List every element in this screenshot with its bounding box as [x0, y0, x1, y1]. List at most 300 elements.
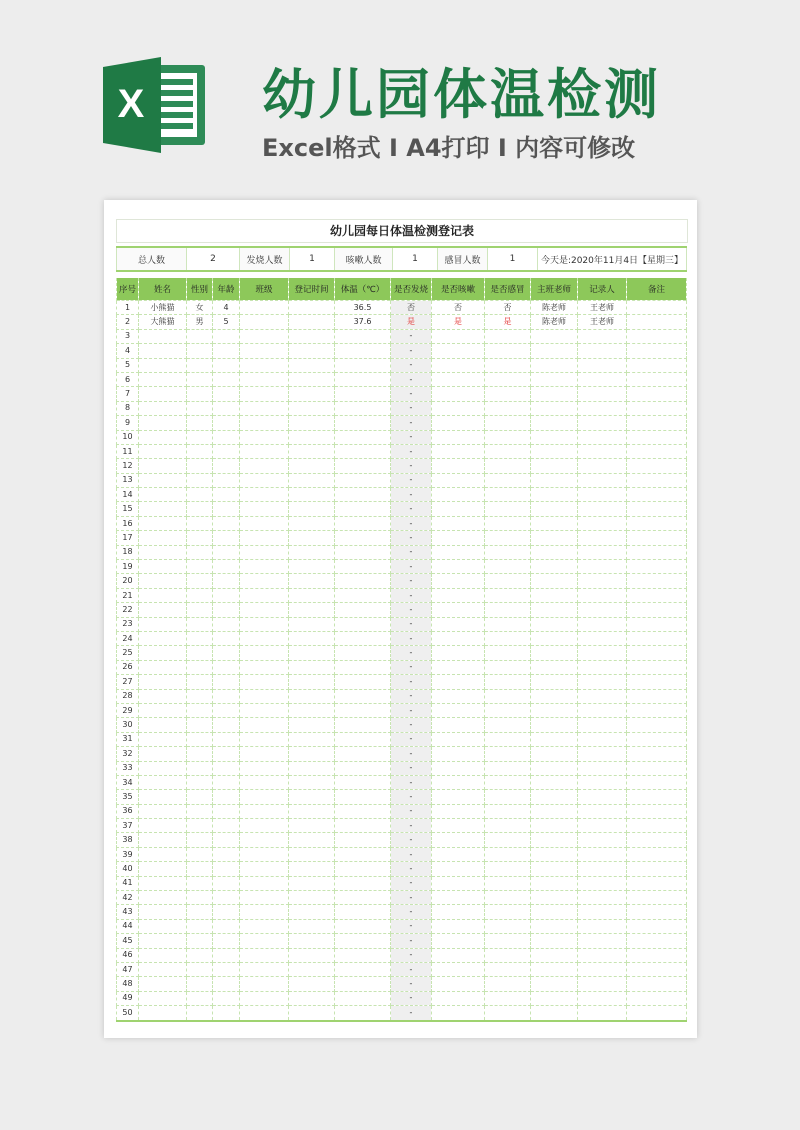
- cell-age[interactable]: [213, 416, 240, 430]
- cell-note[interactable]: [627, 344, 687, 358]
- cell-name[interactable]: [139, 401, 187, 415]
- cell-no[interactable]: 24: [117, 631, 139, 645]
- cell-gender[interactable]: [187, 977, 213, 991]
- cell-name[interactable]: [139, 977, 187, 991]
- column-header[interactable]: 是否发烧: [391, 278, 432, 301]
- cell-teacher[interactable]: [531, 919, 578, 933]
- cell-time[interactable]: [289, 747, 335, 761]
- cell-age[interactable]: [213, 372, 240, 386]
- cell-note[interactable]: [627, 991, 687, 1005]
- cell-cough[interactable]: [432, 833, 485, 847]
- cell-name[interactable]: [139, 416, 187, 430]
- cell-fever[interactable]: -: [391, 905, 432, 919]
- cell-note[interactable]: [627, 833, 687, 847]
- cell-recorder[interactable]: [578, 891, 627, 905]
- cell-cough[interactable]: 否: [432, 301, 485, 315]
- cell-cough[interactable]: [432, 430, 485, 444]
- cell-note[interactable]: [627, 459, 687, 473]
- cell-class[interactable]: [240, 603, 289, 617]
- cell-cold[interactable]: [485, 660, 531, 674]
- cell-cold[interactable]: [485, 560, 531, 574]
- cell-teacher[interactable]: [531, 387, 578, 401]
- cell-no[interactable]: 13: [117, 473, 139, 487]
- cell-recorder[interactable]: [578, 732, 627, 746]
- cell-gender[interactable]: 男: [187, 315, 213, 329]
- column-header[interactable]: 记录人: [578, 278, 627, 301]
- cell-fever[interactable]: -: [391, 488, 432, 502]
- cell-fever[interactable]: -: [391, 631, 432, 645]
- cell-cough[interactable]: [432, 718, 485, 732]
- cell-name[interactable]: [139, 804, 187, 818]
- cell-name[interactable]: [139, 891, 187, 905]
- cell-fever[interactable]: -: [391, 358, 432, 372]
- cell-name[interactable]: [139, 934, 187, 948]
- cell-time[interactable]: [289, 833, 335, 847]
- cell-name[interactable]: [139, 962, 187, 976]
- cell-age[interactable]: [213, 790, 240, 804]
- cell-temp[interactable]: [335, 459, 391, 473]
- cell-cold[interactable]: [485, 444, 531, 458]
- cell-age[interactable]: [213, 560, 240, 574]
- cell-cold[interactable]: [485, 991, 531, 1005]
- cell-temp[interactable]: [335, 804, 391, 818]
- cell-fever[interactable]: -: [391, 459, 432, 473]
- cell-recorder[interactable]: [578, 804, 627, 818]
- cell-cough[interactable]: [432, 905, 485, 919]
- cell-cold[interactable]: [485, 430, 531, 444]
- cell-recorder[interactable]: [578, 948, 627, 962]
- cell-fever[interactable]: -: [391, 876, 432, 890]
- cell-name[interactable]: [139, 819, 187, 833]
- cell-fever[interactable]: -: [391, 531, 432, 545]
- cell-cold[interactable]: [485, 459, 531, 473]
- cell-temp[interactable]: [335, 761, 391, 775]
- cell-time[interactable]: [289, 905, 335, 919]
- cell-class[interactable]: [240, 876, 289, 890]
- cell-time[interactable]: [289, 459, 335, 473]
- cell-temp[interactable]: [335, 819, 391, 833]
- cell-class[interactable]: [240, 718, 289, 732]
- cell-teacher[interactable]: [531, 502, 578, 516]
- cell-fever[interactable]: -: [391, 862, 432, 876]
- cell-name[interactable]: [139, 603, 187, 617]
- cell-temp[interactable]: [335, 833, 391, 847]
- cell-teacher[interactable]: [531, 847, 578, 861]
- cell-time[interactable]: [289, 473, 335, 487]
- cell-temp[interactable]: [335, 962, 391, 976]
- cell-note[interactable]: [627, 775, 687, 789]
- cell-cold[interactable]: [485, 401, 531, 415]
- cell-class[interactable]: [240, 804, 289, 818]
- cell-name[interactable]: 小熊猫: [139, 301, 187, 315]
- cell-recorder[interactable]: [578, 718, 627, 732]
- cell-fever[interactable]: -: [391, 747, 432, 761]
- cell-cold[interactable]: [485, 675, 531, 689]
- cell-temp[interactable]: [335, 488, 391, 502]
- cell-cold[interactable]: [485, 732, 531, 746]
- cell-class[interactable]: [240, 905, 289, 919]
- cell-cold[interactable]: [485, 358, 531, 372]
- cell-no[interactable]: 26: [117, 660, 139, 674]
- cell-gender[interactable]: [187, 862, 213, 876]
- cell-age[interactable]: [213, 574, 240, 588]
- cell-no[interactable]: 18: [117, 545, 139, 559]
- cell-gender[interactable]: [187, 646, 213, 660]
- cell-gender[interactable]: [187, 444, 213, 458]
- cell-age[interactable]: [213, 718, 240, 732]
- cell-class[interactable]: [240, 545, 289, 559]
- cell-name[interactable]: [139, 790, 187, 804]
- cell-note[interactable]: [627, 502, 687, 516]
- cell-class[interactable]: [240, 473, 289, 487]
- cell-recorder[interactable]: [578, 329, 627, 343]
- cell-name[interactable]: [139, 689, 187, 703]
- cell-age[interactable]: [213, 891, 240, 905]
- cell-recorder[interactable]: [578, 689, 627, 703]
- cell-gender[interactable]: [187, 502, 213, 516]
- cell-cold[interactable]: [485, 1006, 531, 1021]
- cell-cold[interactable]: [485, 962, 531, 976]
- cell-recorder[interactable]: [578, 560, 627, 574]
- cell-recorder[interactable]: [578, 747, 627, 761]
- cell-time[interactable]: [289, 574, 335, 588]
- cell-recorder[interactable]: [578, 1006, 627, 1021]
- cell-recorder[interactable]: [578, 430, 627, 444]
- cell-time[interactable]: [289, 919, 335, 933]
- cell-class[interactable]: [240, 819, 289, 833]
- cell-age[interactable]: [213, 948, 240, 962]
- cell-name[interactable]: [139, 631, 187, 645]
- cell-teacher[interactable]: [531, 344, 578, 358]
- cell-recorder[interactable]: [578, 819, 627, 833]
- cell-class[interactable]: [240, 329, 289, 343]
- cell-cough[interactable]: [432, 934, 485, 948]
- cell-age[interactable]: 4: [213, 301, 240, 315]
- cell-fever[interactable]: -: [391, 430, 432, 444]
- cell-temp[interactable]: [335, 358, 391, 372]
- cell-recorder[interactable]: [578, 516, 627, 530]
- cell-cold[interactable]: [485, 833, 531, 847]
- cell-note[interactable]: [627, 977, 687, 991]
- cell-name[interactable]: [139, 847, 187, 861]
- cell-class[interactable]: [240, 1006, 289, 1021]
- cell-no[interactable]: 36: [117, 804, 139, 818]
- cell-class[interactable]: [240, 891, 289, 905]
- cell-gender[interactable]: [187, 991, 213, 1005]
- cell-no[interactable]: 43: [117, 905, 139, 919]
- cell-time[interactable]: [289, 732, 335, 746]
- cell-age[interactable]: [213, 747, 240, 761]
- cell-temp[interactable]: [335, 588, 391, 602]
- cell-cough[interactable]: [432, 329, 485, 343]
- cell-gender[interactable]: [187, 689, 213, 703]
- cell-temp[interactable]: [335, 545, 391, 559]
- cell-class[interactable]: [240, 747, 289, 761]
- cell-recorder[interactable]: [578, 761, 627, 775]
- cell-name[interactable]: [139, 387, 187, 401]
- cell-time[interactable]: [289, 588, 335, 602]
- cell-cold[interactable]: [485, 617, 531, 631]
- cell-teacher[interactable]: [531, 675, 578, 689]
- cell-no[interactable]: 12: [117, 459, 139, 473]
- cell-recorder[interactable]: [578, 919, 627, 933]
- cell-teacher[interactable]: [531, 531, 578, 545]
- cell-cold[interactable]: [485, 545, 531, 559]
- cell-age[interactable]: 5: [213, 315, 240, 329]
- fever-count-value[interactable]: 1: [290, 247, 335, 271]
- cell-note[interactable]: [627, 876, 687, 890]
- cell-name[interactable]: [139, 703, 187, 717]
- cell-temp[interactable]: 36.5: [335, 301, 391, 315]
- cell-time[interactable]: [289, 718, 335, 732]
- cell-no[interactable]: 40: [117, 862, 139, 876]
- cell-class[interactable]: [240, 919, 289, 933]
- cell-time[interactable]: [289, 502, 335, 516]
- cell-age[interactable]: [213, 401, 240, 415]
- cell-teacher[interactable]: [531, 574, 578, 588]
- column-header[interactable]: 班级: [240, 278, 289, 301]
- cell-age[interactable]: [213, 732, 240, 746]
- cell-gender[interactable]: [187, 603, 213, 617]
- cell-age[interactable]: [213, 804, 240, 818]
- cell-teacher[interactable]: [531, 660, 578, 674]
- cell-fever[interactable]: -: [391, 603, 432, 617]
- cell-time[interactable]: [289, 660, 335, 674]
- cell-time[interactable]: [289, 876, 335, 890]
- cell-cough[interactable]: [432, 631, 485, 645]
- cell-age[interactable]: [213, 344, 240, 358]
- cell-teacher[interactable]: [531, 516, 578, 530]
- cell-gender[interactable]: [187, 876, 213, 890]
- cell-temp[interactable]: 37.6: [335, 315, 391, 329]
- total-value[interactable]: 2: [187, 247, 240, 271]
- cell-temp[interactable]: [335, 660, 391, 674]
- cell-temp[interactable]: [335, 646, 391, 660]
- cell-teacher[interactable]: [531, 416, 578, 430]
- cell-note[interactable]: [627, 416, 687, 430]
- cell-cough[interactable]: [432, 790, 485, 804]
- cell-recorder[interactable]: [578, 574, 627, 588]
- cell-temp[interactable]: [335, 416, 391, 430]
- cell-fever[interactable]: -: [391, 329, 432, 343]
- cell-age[interactable]: [213, 703, 240, 717]
- cell-recorder[interactable]: [578, 459, 627, 473]
- cell-name[interactable]: [139, 574, 187, 588]
- cell-temp[interactable]: [335, 603, 391, 617]
- cell-cough[interactable]: [432, 747, 485, 761]
- cell-cold[interactable]: [485, 502, 531, 516]
- cell-cough[interactable]: [432, 444, 485, 458]
- cell-recorder[interactable]: [578, 862, 627, 876]
- cell-no[interactable]: 4: [117, 344, 139, 358]
- cell-no[interactable]: 41: [117, 876, 139, 890]
- cell-recorder[interactable]: [578, 531, 627, 545]
- cell-class[interactable]: [240, 444, 289, 458]
- cell-teacher[interactable]: [531, 833, 578, 847]
- cell-cough[interactable]: [432, 603, 485, 617]
- cell-cough[interactable]: [432, 617, 485, 631]
- cell-age[interactable]: [213, 603, 240, 617]
- cell-note[interactable]: [627, 560, 687, 574]
- cell-fever[interactable]: -: [391, 444, 432, 458]
- cell-cough[interactable]: [432, 919, 485, 933]
- cell-age[interactable]: [213, 761, 240, 775]
- cell-cold[interactable]: [485, 588, 531, 602]
- cell-no[interactable]: 32: [117, 747, 139, 761]
- cell-recorder[interactable]: [578, 387, 627, 401]
- cell-teacher[interactable]: [531, 977, 578, 991]
- cell-fever[interactable]: -: [391, 919, 432, 933]
- cell-note[interactable]: [627, 962, 687, 976]
- cell-note[interactable]: [627, 804, 687, 818]
- cell-cough[interactable]: 是: [432, 315, 485, 329]
- cell-gender[interactable]: [187, 747, 213, 761]
- cell-teacher[interactable]: [531, 962, 578, 976]
- cell-no[interactable]: 35: [117, 790, 139, 804]
- cell-name[interactable]: [139, 358, 187, 372]
- cell-cold[interactable]: [485, 646, 531, 660]
- cell-time[interactable]: [289, 991, 335, 1005]
- cell-teacher[interactable]: [531, 862, 578, 876]
- cell-note[interactable]: [627, 617, 687, 631]
- cell-cold[interactable]: [485, 847, 531, 861]
- cell-temp[interactable]: [335, 502, 391, 516]
- cell-fever[interactable]: -: [391, 372, 432, 386]
- cell-cough[interactable]: [432, 761, 485, 775]
- cell-note[interactable]: [627, 891, 687, 905]
- cell-name[interactable]: [139, 919, 187, 933]
- cell-fever[interactable]: 否: [391, 301, 432, 315]
- cell-recorder[interactable]: [578, 962, 627, 976]
- cell-time[interactable]: [289, 790, 335, 804]
- cell-note[interactable]: [627, 747, 687, 761]
- cell-note[interactable]: [627, 545, 687, 559]
- cell-note[interactable]: [627, 948, 687, 962]
- cell-temp[interactable]: [335, 430, 391, 444]
- cell-name[interactable]: [139, 675, 187, 689]
- cell-class[interactable]: [240, 732, 289, 746]
- cell-fever[interactable]: -: [391, 732, 432, 746]
- cell-gender[interactable]: [187, 919, 213, 933]
- cell-note[interactable]: [627, 934, 687, 948]
- cell-cough[interactable]: [432, 574, 485, 588]
- cell-time[interactable]: [289, 675, 335, 689]
- cell-gender[interactable]: [187, 732, 213, 746]
- cell-class[interactable]: [240, 675, 289, 689]
- cell-temp[interactable]: [335, 401, 391, 415]
- cell-name[interactable]: [139, 1006, 187, 1021]
- cell-no[interactable]: 5: [117, 358, 139, 372]
- cell-recorder[interactable]: [578, 617, 627, 631]
- cell-temp[interactable]: [335, 689, 391, 703]
- cell-name[interactable]: 大熊猫: [139, 315, 187, 329]
- cell-fever[interactable]: -: [391, 1006, 432, 1021]
- cell-cold[interactable]: [485, 790, 531, 804]
- cell-age[interactable]: [213, 977, 240, 991]
- cell-age[interactable]: [213, 919, 240, 933]
- cell-time[interactable]: [289, 934, 335, 948]
- cell-temp[interactable]: [335, 372, 391, 386]
- cell-recorder[interactable]: 王老师: [578, 315, 627, 329]
- cell-recorder[interactable]: [578, 847, 627, 861]
- cell-age[interactable]: [213, 689, 240, 703]
- cell-temp[interactable]: [335, 991, 391, 1005]
- cell-cough[interactable]: [432, 344, 485, 358]
- cell-recorder[interactable]: [578, 646, 627, 660]
- cell-name[interactable]: [139, 488, 187, 502]
- cell-fever[interactable]: -: [391, 560, 432, 574]
- cell-class[interactable]: [240, 516, 289, 530]
- cell-cough[interactable]: [432, 703, 485, 717]
- cell-time[interactable]: [289, 819, 335, 833]
- cell-teacher[interactable]: [531, 876, 578, 890]
- cell-teacher[interactable]: [531, 934, 578, 948]
- cell-fever[interactable]: -: [391, 660, 432, 674]
- cell-age[interactable]: [213, 862, 240, 876]
- cell-age[interactable]: [213, 473, 240, 487]
- cell-cold[interactable]: [485, 977, 531, 991]
- cell-time[interactable]: [289, 329, 335, 343]
- cell-cold[interactable]: [485, 775, 531, 789]
- cell-teacher[interactable]: [531, 790, 578, 804]
- cell-temp[interactable]: [335, 675, 391, 689]
- cell-gender[interactable]: [187, 675, 213, 689]
- cell-age[interactable]: [213, 991, 240, 1005]
- cell-age[interactable]: [213, 588, 240, 602]
- cell-teacher[interactable]: [531, 329, 578, 343]
- cell-time[interactable]: [289, 948, 335, 962]
- cell-temp[interactable]: [335, 948, 391, 962]
- cell-teacher[interactable]: [531, 430, 578, 444]
- cell-gender[interactable]: [187, 401, 213, 415]
- cell-gender[interactable]: [187, 387, 213, 401]
- cell-no[interactable]: 45: [117, 934, 139, 948]
- cell-age[interactable]: [213, 962, 240, 976]
- cell-note[interactable]: [627, 473, 687, 487]
- cell-cough[interactable]: [432, 977, 485, 991]
- cell-fever[interactable]: -: [391, 703, 432, 717]
- cell-age[interactable]: [213, 545, 240, 559]
- cell-fever[interactable]: -: [391, 502, 432, 516]
- cell-class[interactable]: [240, 977, 289, 991]
- cell-gender[interactable]: [187, 631, 213, 645]
- cell-no[interactable]: 2: [117, 315, 139, 329]
- cell-note[interactable]: [627, 358, 687, 372]
- column-header[interactable]: 性别: [187, 278, 213, 301]
- cell-temp[interactable]: [335, 847, 391, 861]
- cell-age[interactable]: [213, 358, 240, 372]
- column-header[interactable]: 备注: [627, 278, 687, 301]
- cell-no[interactable]: 47: [117, 962, 139, 976]
- cell-cold[interactable]: [485, 948, 531, 962]
- cell-no[interactable]: 33: [117, 761, 139, 775]
- cell-age[interactable]: [213, 847, 240, 861]
- cell-teacher[interactable]: 陈老师: [531, 315, 578, 329]
- cell-temp[interactable]: [335, 329, 391, 343]
- cell-cold[interactable]: [485, 689, 531, 703]
- cell-cold[interactable]: 否: [485, 301, 531, 315]
- cell-no[interactable]: 34: [117, 775, 139, 789]
- cell-fever[interactable]: -: [391, 545, 432, 559]
- cell-cold[interactable]: [485, 819, 531, 833]
- cell-temp[interactable]: [335, 473, 391, 487]
- cell-fever[interactable]: -: [391, 473, 432, 487]
- cell-teacher[interactable]: [531, 775, 578, 789]
- cell-cough[interactable]: [432, 804, 485, 818]
- cell-class[interactable]: [240, 862, 289, 876]
- cell-temp[interactable]: [335, 444, 391, 458]
- column-header[interactable]: 年龄: [213, 278, 240, 301]
